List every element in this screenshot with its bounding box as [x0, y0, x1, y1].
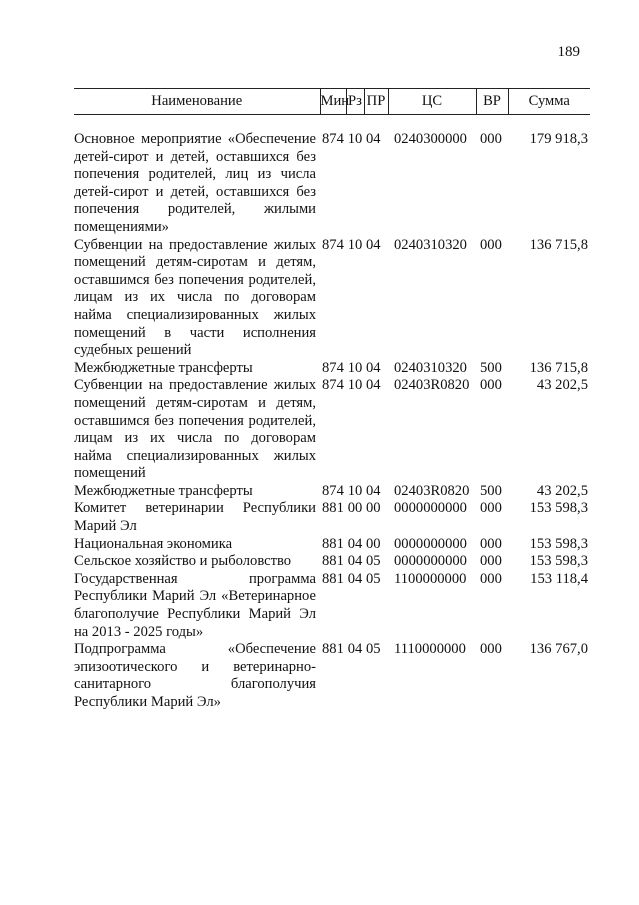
cell-name: Сельское хозяйство и рыболовство [74, 553, 292, 570]
cell-sum: 153 598,3 [529, 535, 588, 552]
cell-cs: 02403R0820 [394, 482, 470, 499]
cell-cs: 0240310320 [394, 236, 467, 253]
cell-min: 881 [322, 553, 344, 570]
cell-sum: 153 118,4 [530, 570, 588, 587]
cell-sum: 153 598,3 [529, 500, 588, 517]
cell-cs: 0000000000 [394, 500, 467, 517]
cell-vr: 500 [480, 359, 502, 376]
cell-cs: 0000000000 [394, 553, 467, 570]
cell-cs: 0240300000 [394, 131, 467, 147]
page-number: 189 [557, 44, 580, 60]
table-row [74, 553, 590, 571]
cell-min: 881 [322, 500, 344, 517]
cell-pr: 00 [366, 500, 381, 517]
cell-rz: 10 [347, 131, 363, 147]
table-row [74, 131, 590, 237]
header-vr: ВР [476, 89, 508, 115]
cell-vr: 000 [480, 377, 502, 394]
cell-pr: 04 [366, 482, 381, 499]
cell-sum: 153 598,3 [529, 553, 588, 570]
header-min: Мин [320, 89, 346, 115]
header-name: Наименование [74, 89, 320, 115]
cell-sum: 43 202,5 [536, 377, 588, 394]
cell-cs: 02403R0820 [394, 377, 470, 394]
cell-pr: 05 [366, 570, 381, 587]
cell-vr: 000 [480, 535, 502, 552]
cell-pr: 04 [366, 377, 381, 394]
cell-name: Комитет ветеринарии Республики Марий Эл [74, 500, 316, 535]
cell-sum: 43 202,5 [536, 482, 588, 499]
table-header [74, 89, 590, 115]
cell-name: Межбюджетные трансферты [74, 482, 253, 499]
cell-pr: 04 [366, 131, 381, 147]
table-row [74, 483, 590, 501]
cell-sum: 136 715,8 [529, 359, 588, 376]
cell-cs: 0000000000 [394, 535, 467, 552]
cell-pr: 04 [366, 359, 381, 376]
cell-cs: 1100000000 [394, 570, 467, 587]
cell-cs: 0240310320 [394, 359, 467, 376]
cell-min: 874 [322, 359, 344, 376]
budget-table [74, 88, 590, 712]
cell-rz: 00 [347, 500, 363, 517]
cell-pr: 00 [366, 535, 381, 552]
header-sum: Сумма [508, 89, 590, 115]
cell-name: Подпрограмма «Обеспечение эпизоотического и ветеринарно-санитарного благополучия Республики Марий Эл» [74, 641, 316, 710]
table-row [74, 360, 590, 378]
table-row [74, 500, 590, 535]
cell-rz: 04 [347, 553, 363, 570]
table-row [74, 641, 590, 711]
cell-min: 881 [322, 570, 344, 587]
cell-name: Государственная программа Республики Марий Эл «Ветеринарное благополучие Республики Марий Эл на 2013 - 2025 годы» [74, 570, 316, 640]
table-row [74, 571, 590, 641]
header-cs: ЦС [388, 89, 476, 115]
cell-name: Межбюджетные трансферты [74, 359, 253, 376]
cell-pr: 04 [366, 236, 381, 253]
cell-rz: 10 [347, 236, 363, 253]
cell-vr: 000 [480, 131, 502, 147]
cell-vr: 000 [480, 641, 502, 658]
cell-min: 874 [322, 377, 344, 394]
cell-pr: 05 [366, 641, 381, 658]
cell-vr: 000 [480, 500, 502, 517]
cell-name: Субвенции на предоставление жилых помещений детям-сиротам и детям, оставшимся без попечения родителей, лицам из их числа по договорам найма специализированных жилых помещений в части исполнения судебных решений [74, 236, 316, 359]
cell-sum: 136 767,0 [529, 641, 588, 658]
cell-vr: 500 [480, 482, 502, 499]
table-row [74, 536, 590, 554]
cell-rz: 10 [347, 359, 363, 376]
cell-min: 874 [322, 482, 344, 499]
cell-pr: 05 [366, 553, 381, 570]
cell-rz: 10 [347, 482, 363, 499]
cell-min: 874 [322, 236, 344, 253]
cell-sum: 136 715,8 [529, 236, 588, 253]
header-rz: Рз [346, 89, 364, 115]
table-row [74, 237, 590, 360]
cell-name: Субвенции на предоставление жилых помещений детям-сиротам и детям, оставшимся без попечения родителей, лицам из их числа по договорам найма специализированных жилых помещений [74, 377, 316, 482]
cell-vr: 000 [480, 553, 502, 570]
cell-min: 881 [322, 535, 344, 552]
cell-rz: 04 [347, 570, 363, 587]
cell-rz: 10 [347, 377, 363, 394]
header-pr: ПР [364, 89, 388, 115]
cell-vr: 000 [480, 570, 502, 587]
cell-rz: 04 [347, 641, 363, 658]
cell-cs: 1110000000 [394, 641, 466, 658]
cell-min: 874 [322, 131, 344, 147]
cell-vr: 000 [480, 236, 502, 253]
table-body [74, 115, 590, 712]
cell-name: Национальная экономика [74, 535, 233, 552]
cell-sum: 179 918,3 [529, 131, 588, 147]
cell-rz: 04 [347, 535, 363, 552]
cell-name: Основное мероприятие «Обеспечение детей-сирот и детей, оставшихся без попечения родителей, лиц из числа детей-сирот и детей, оставшихся без попечения родителей, жилыми помещениями» [74, 131, 316, 235]
table-row [74, 377, 590, 483]
cell-min: 881 [322, 641, 344, 658]
